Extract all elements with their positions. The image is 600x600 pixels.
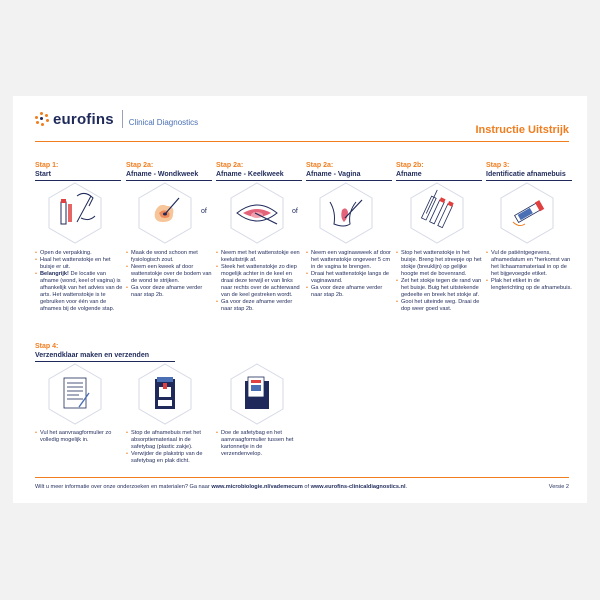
step-underline	[35, 361, 175, 362]
step-2a-keel-illustration	[229, 182, 285, 244]
step-2a-wond-instructions	[126, 250, 214, 299]
step-2a-keel-instructions	[216, 250, 304, 313]
list-item: • Verwijder de plakstrip van de safetybag en plak dicht.	[126, 451, 214, 465]
step-name: Afname - Vagina	[306, 171, 361, 178]
list-item: • Vul de patiëntgegevens, afnamedatum en *herkomst van het lichaamsmateriaal in op de het bijgevoegde etiket.	[486, 250, 574, 278]
step-1-illustration	[47, 182, 103, 244]
list-item: • Vul het aanvraagformulier zo volledig mogelijk in.	[35, 430, 123, 444]
step-4c-illustration	[229, 363, 285, 425]
list-item: • Maak de wond schoon met fysiologisch zout.	[126, 250, 214, 264]
step-underline	[216, 180, 302, 181]
list-item: • Stop de afnamebuis met het absorptiemateriaal in de safetybag (plastic zakje).	[126, 430, 214, 451]
step-label: Stap 2a:	[126, 162, 154, 169]
step-underline	[35, 180, 121, 181]
footer-or: of	[304, 484, 310, 490]
step-name: Verzendklaar maken en verzenden	[35, 352, 149, 359]
footer-info	[35, 484, 407, 490]
list-item: • Ga voor deze afname verder naar stap 2b.	[126, 285, 214, 299]
step-4-header	[35, 342, 235, 362]
header-divider	[35, 141, 569, 142]
list-item: • Gooi het uiteinde weg. Draai de dop weer goed vast.	[396, 299, 484, 313]
footer-text: Wilt u meer informatie over onze onderzoeken en materialen? Ga naar	[35, 484, 210, 490]
step-name: Afname - Keelkweek	[216, 171, 284, 178]
list-item	[35, 271, 123, 313]
list-item: • Ga voor deze afname verder naar stap 2b.	[306, 285, 394, 299]
step-name: Afname - Wondkweek	[126, 171, 199, 178]
tube-insert-swab-icon	[409, 182, 465, 244]
step-label: Stap 1:	[35, 162, 59, 169]
step-2a-vagina-header	[306, 161, 398, 181]
step-underline	[486, 180, 572, 181]
list-item: • Ga voor deze afname verder naar stap 2b.	[216, 299, 304, 313]
step-3-instructions	[486, 250, 574, 292]
vaginal-swab-icon	[318, 182, 374, 244]
list-item: • Doe de safetybag en het aanvraagformulier tussen het kartonnetje in de verzendenvelop.	[216, 430, 304, 458]
step-3-illustration	[499, 182, 555, 244]
labeled-tube-icon	[499, 182, 555, 244]
list-item: • Neem een vaginawweek af door het wattenstokje ongeveer 5 cm in de vagina te brengen.	[306, 250, 394, 271]
list-item-text: De locatie van afname (wond, keel of vagina) is afhankelijk van het advies van de arts. Het wattenstokje is te gebruiken voor één van de afnames bij de volgende stap.	[40, 271, 123, 312]
step-label: Stap 2a:	[216, 162, 244, 169]
step-2a-vagina-instructions	[306, 250, 394, 299]
step-1-header	[35, 161, 127, 181]
list-item: • Draai het wattenstokje langs de vaginawand.	[306, 271, 394, 285]
page-title: Instructie Uitstrijk	[475, 124, 569, 136]
list-item: • Steek het wattenstokje zo diep mogelijk achter in de keel en draai deze terwijl er van links naar rechts over de achterwand van de keel gestreken wordt.	[216, 264, 304, 299]
step-3-header	[486, 161, 578, 181]
list-item: • Neem met het wattenstokje een keeluitstrijk af.	[216, 250, 304, 264]
logo-divider	[122, 110, 123, 128]
step-2b-header	[396, 161, 488, 181]
step-underline	[396, 180, 482, 181]
list-item: • Stop het wattenstokje in het buisje. Breng het streepje op het stokje (breuklijn) op gelijke hoogte met de bovenrand.	[396, 250, 484, 278]
step-name: Identificatie afnamebuis	[486, 171, 566, 178]
step-label: Stap 4:	[35, 343, 59, 350]
step-underline	[306, 180, 392, 181]
version-label: Versie 2	[548, 484, 569, 490]
step-4a-illustration	[47, 363, 103, 425]
step-label: Stap 2b:	[396, 162, 424, 169]
footer-divider	[35, 477, 569, 478]
eurofins-logo	[35, 110, 198, 128]
step-2b-illustration	[409, 182, 465, 244]
throat-swab-icon	[229, 182, 285, 244]
hands-open-package-icon	[47, 182, 103, 244]
shipping-envelope-icon	[229, 363, 285, 425]
or-connector: of	[292, 208, 298, 215]
footer-end: .	[405, 484, 408, 490]
list-item: • Plak het etiket in de lengterichting op de afnamebuis.	[486, 278, 574, 292]
step-name: Afname	[396, 171, 422, 178]
wound-swab-icon	[137, 182, 193, 244]
vademecum-link[interactable]: www.microbiologie.nl/vademecum	[211, 484, 303, 490]
brand-subtitle: Clinical Diagnostics	[128, 117, 199, 127]
step-4c-instructions	[216, 430, 304, 458]
step-4a-instructions	[35, 430, 123, 444]
request-form-icon	[47, 363, 103, 425]
list-item: • Neem een kweek af door wattenstokje over de bodem van de wond te strijken.	[126, 264, 214, 285]
list-item: • Zet het stokje tegen de rand van het buisje. Buig het uitstekende gedeelte en breek het stokje af.	[396, 278, 484, 299]
step-4b-instructions	[126, 430, 214, 465]
step-1-instructions	[35, 250, 123, 313]
step-2a-wond-illustration	[137, 182, 193, 244]
safety-bag-icon	[137, 363, 193, 425]
step-2b-instructions	[396, 250, 484, 313]
step-2a-vagina-illustration	[318, 182, 374, 244]
step-name: Start	[35, 171, 51, 178]
step-2a-wond-header	[126, 161, 218, 181]
or-connector: of	[201, 208, 207, 215]
instruction-sheet	[13, 96, 587, 503]
list-item: • Open de verpakking.	[35, 250, 123, 257]
step-2a-keel-header	[216, 161, 308, 181]
bold-prefix: Belangrijk!	[40, 271, 69, 277]
list-item: • Haal het wattenstokje en het buisje er uit.	[35, 257, 123, 271]
eurofins-website-link[interactable]: www.eurofins-clinicaldiagnostics.nl	[310, 484, 406, 490]
step-label: Stap 2a:	[306, 162, 334, 169]
step-label: Stap 3:	[486, 162, 510, 169]
step-underline	[126, 180, 212, 181]
eurofins-logo-icon	[35, 112, 49, 126]
step-4b-illustration	[137, 363, 193, 425]
brand-name: eurofins	[53, 110, 114, 128]
